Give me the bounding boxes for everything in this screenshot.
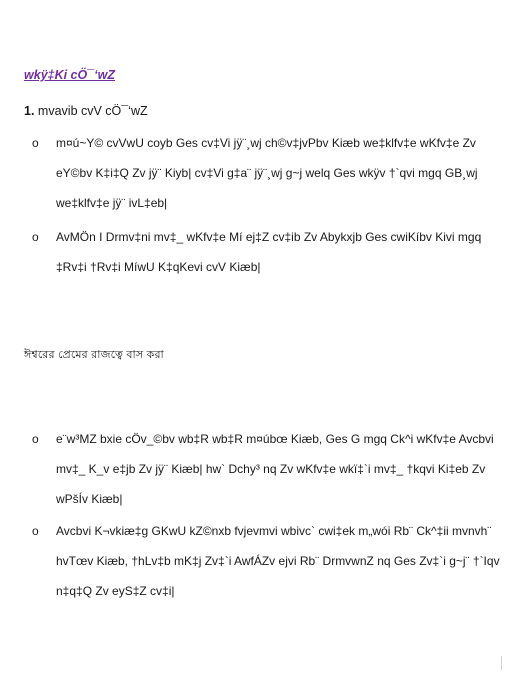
list-item-text: Avcbvi K¬vkiæ‡g GKwU kZ©nxb fvjevmvi wbivc` cwi‡ek m„wói Rb¨ Ck^‡ii mvnvh¨ hvTœv Kiæb, †hLv‡b mK‡j Zv‡`i AwfÁZv ejvi Rb¨ DrmvwnZ nq Ges Zv‡`i g~j¨ †`Iqv n‡q‡Q Zv eyS‡Z cv‡i| bbox=[56, 524, 500, 598]
section-title bbox=[24, 104, 148, 118]
bullet-marker: o bbox=[32, 136, 39, 150]
section-number: 1. bbox=[24, 104, 35, 118]
list-item-text: e¨w³MZ bxie cÖv_©bv wb‡R wb‡R m¤úbœ Kiæb, Ges G mgq Ck^i wKfv‡e Avcbvi mv‡_ K_v e‡jb Zv jÿ¨ Kiæb| hw` Dchy³ nq Zv wKfv‡e wkï‡`i mv‡_ †kqvi Ki‡eb Zv wPšÍv Kiæb| bbox=[56, 432, 494, 506]
list-item bbox=[32, 222, 502, 282]
document-heading: wkÿ‡Ki cÖ¯‘wZ bbox=[24, 68, 115, 82]
list-item bbox=[32, 424, 502, 514]
section-title-text: mvavib cvV cÖ¯‘wZ bbox=[37, 104, 148, 118]
bullet-marker: o bbox=[32, 432, 39, 446]
bullet-marker: o bbox=[32, 524, 39, 538]
bullet-marker: o bbox=[32, 230, 39, 244]
page-edge-mark bbox=[501, 656, 502, 670]
bengali-subheading: ঈশ্বরের প্রেমের রাজত্বে বাস করা bbox=[24, 349, 164, 361]
list-item bbox=[32, 128, 502, 218]
list-item-text: AvMÖn I Drmv‡ni mv‡_ wKfv‡e Mí ej‡Z cv‡ib Zv Abykxjb Ges cwiKíbv Kivi mgq ‡Rv‡i †Rv‡i MíwU K‡qKevi cvV Kiæb| bbox=[56, 230, 482, 274]
list-item bbox=[32, 516, 502, 606]
list-item-text: m¤ú~Y© cvVwU coyb Ges cv‡Vi jÿ¨¸wj ch©v‡jvPbv Kiæb we‡klfv‡e wKfv‡e Zv eY©bv K‡i‡Q Zv jÿ¨ Kiyb| cv‡Vi g‡a¨ jÿ¨¸wj g~j welq Ges wkÿv †`qvi mgq GB¸wj we‡klfv‡e jÿ¨ ivL‡eb| bbox=[56, 136, 478, 210]
